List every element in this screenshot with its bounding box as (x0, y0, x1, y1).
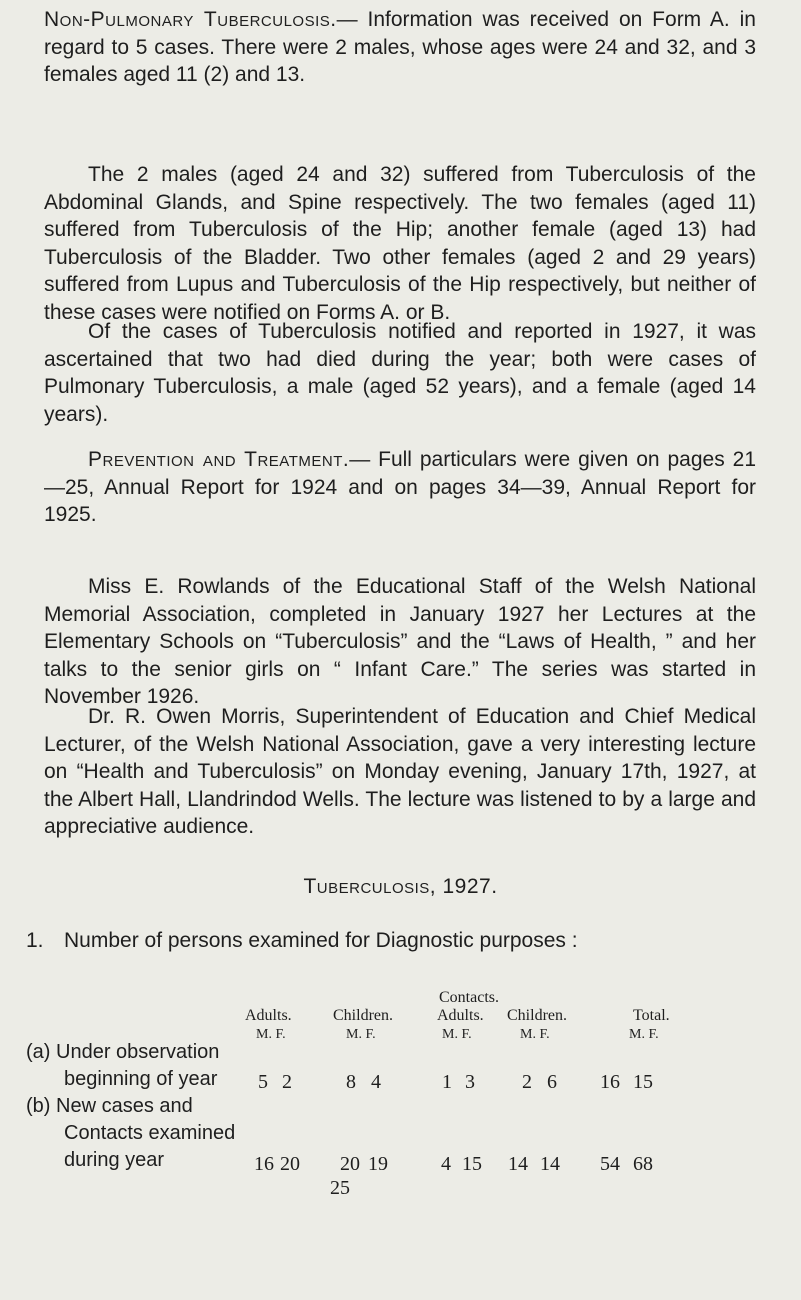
table-cell: 19 (368, 1153, 388, 1175)
row-a-label-cont: beginning of year (64, 1068, 218, 1090)
table-cell: 2 (282, 1071, 292, 1093)
header-adults: Adults. (245, 1007, 292, 1024)
table-cell: 5 (258, 1071, 268, 1093)
table-cell: 16 (254, 1153, 274, 1175)
table-cell: 8 (346, 1071, 356, 1093)
row-b-label: (b) New cases and (26, 1095, 193, 1117)
section-title: Tuberculosis, 1927. (303, 875, 498, 898)
paragraph-text: — Full particulars were given on pages 21—25, Annual Report for 1924 and on pages 34—39, Annual Report for 1925. (44, 448, 757, 526)
paragraph-health-lecture: Dr. R. Owen Morris, Superintendent of Education and Chief Medical Lecturer, of the Welsh National Association, gave a very interesting lecture on “Health and Tuberculosis” on Monday evening, January 17th, 1927, at the Albert Hall, Llandrindod Wells. The lecture was listened to by a large and appreciative audience. (44, 705, 756, 838)
paragraph-heading: Prevention and Treatment. (88, 448, 350, 471)
item-number: 1. (26, 929, 44, 952)
table-cell: 2 (522, 1071, 532, 1093)
header-total: Total. (633, 1007, 670, 1024)
table-cell: 14 (540, 1153, 560, 1175)
row-b-label-cont2: during year (64, 1149, 165, 1171)
header-contacts-children: Children. (507, 1007, 567, 1024)
table-cell: 20 (340, 1153, 360, 1175)
table-cell: 68 (633, 1153, 653, 1175)
row-a-label: (a) Under observation (26, 1041, 220, 1063)
table-cell: 4 (371, 1071, 381, 1093)
table-cell: 15 (462, 1153, 482, 1175)
header-children: Children. (333, 1007, 393, 1024)
table-cell: 3 (465, 1071, 475, 1093)
header-contacts-adults: Adults. (437, 1007, 484, 1024)
paragraph-heading: Non-Pulmonary Tuberculosis. (44, 8, 337, 31)
page-number: 25 (330, 1177, 350, 1199)
mf-children: M. F. (346, 1027, 376, 1042)
header-contacts: Contacts. (439, 989, 499, 1006)
mf-total: M. F. (629, 1027, 659, 1042)
paragraph-lectures: Miss E. Rowlands of the Educational Staff of the Welsh National Memorial Association, completed in January 1927 her Lectures at the Elementary Schools on “Tuberculosis” and the “Laws of Health, ” and her talks to the senior girls on “ Infant Care.” The series was started in November 1926. (44, 575, 756, 708)
table-cell: 14 (508, 1153, 528, 1175)
row-b-label-cont: Contacts examined (64, 1122, 236, 1144)
item-text: Number of persons examined for Diagnostic purposes : (64, 929, 578, 952)
mf-contacts-children: M. F. (520, 1027, 550, 1042)
paragraph-text: — Information was received on Form A. in regard to 5 cases. There were 2 males, whose ages were 24 and 32, and 3 females aged 11 (2) and 13. (44, 8, 756, 86)
table-cell: 16 (600, 1071, 620, 1093)
paragraph-deaths: Of the cases of Tuberculosis notified and reported in 1927, it was ascertained that two had died during the year; both were cases of Pulmonary Tuberculosis, a male (aged 52 years), and a female (aged 14 years). (44, 320, 756, 426)
table-cell: 1 (442, 1071, 452, 1093)
table-cell: 4 (441, 1153, 451, 1175)
mf-contacts-adults: M. F. (442, 1027, 472, 1042)
table-cell: 54 (600, 1153, 620, 1175)
paragraph-cases-detail: The 2 males (aged 24 and 32) suffered from Tuberculosis of the Abdominal Glands, and Spine respectively. The two females (aged 11) suffered from Tuberculosis of the Hip; another female (aged 13) had Tuberculosis of the Bladder. Two other females (aged 2 and 29 years) suffered from Lupus and Tuberculosis of the Hip respectively, but neither of these cases were notified on Forms A. or B. (44, 163, 756, 324)
table-cell: 20 (280, 1153, 300, 1175)
mf-adults: M. F. (256, 1027, 286, 1042)
table-cell: 15 (633, 1071, 653, 1093)
table-cell: 6 (547, 1071, 557, 1093)
